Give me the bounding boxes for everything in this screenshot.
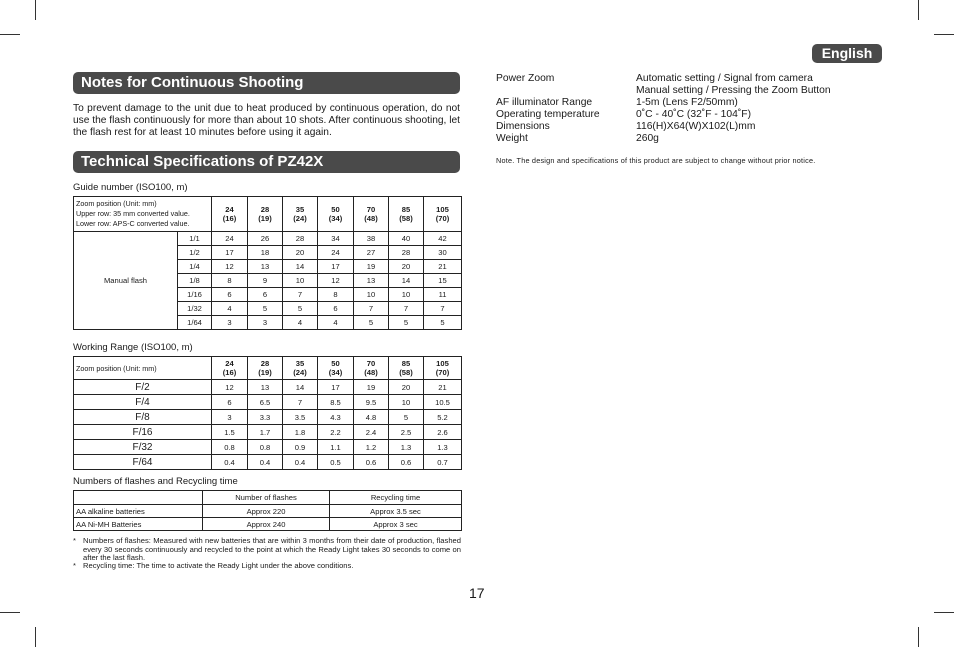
- value-cell: 20: [283, 246, 318, 260]
- crop-mark: [934, 612, 954, 613]
- footnote-marker: *: [73, 536, 76, 545]
- value-cell: 14: [283, 260, 318, 274]
- table-row: [74, 410, 462, 425]
- zoom-col-header: 70 (48): [354, 197, 389, 232]
- footnote-marker: *: [73, 561, 76, 570]
- value-cell: 6: [212, 395, 248, 410]
- power-cell: 1/32: [178, 302, 212, 316]
- table-row: [74, 232, 462, 246]
- power-cell: 1/1: [178, 232, 212, 246]
- crop-mark: [0, 34, 20, 35]
- value-cell: 20: [389, 260, 424, 274]
- spec-row: [496, 133, 896, 145]
- value-cell: 12: [318, 274, 354, 288]
- value-cell: 4: [283, 316, 318, 330]
- aperture-cell: F/64: [74, 455, 212, 470]
- zoom-col-header: 24 (16): [212, 357, 248, 380]
- table-row: [74, 440, 462, 455]
- zoom-col-header: 105 (70): [424, 357, 462, 380]
- value-cell: 24: [212, 232, 248, 246]
- spec-value: 116(H)X64(W)X102(L)mm: [636, 121, 756, 132]
- recycling-caption: Numbers of flashes and Recycling time: [73, 476, 238, 487]
- value-cell: 6.5: [248, 395, 283, 410]
- value-cell: 15: [424, 274, 462, 288]
- tech-specs-title: Technical Specifications of PZ42X: [73, 151, 460, 173]
- value-cell: 1.3: [389, 440, 424, 455]
- value-cell: 17: [318, 380, 354, 395]
- spec-row: [496, 97, 896, 109]
- working-header-row: [74, 357, 462, 380]
- value-cell: 0.4: [212, 455, 248, 470]
- value-cell: 4.3: [318, 410, 354, 425]
- value-cell: 3: [212, 316, 248, 330]
- zoom-col-header: 35 (24): [283, 357, 318, 380]
- spec-value: 1-5m (Lens F2/50mm): [636, 97, 738, 108]
- value-cell: 1.5: [212, 425, 248, 440]
- working-range-table: [73, 356, 462, 470]
- header-line: Lower row: APS-C converted value.: [76, 219, 190, 228]
- value-cell: 1.3: [424, 440, 462, 455]
- value-cell: 0.8: [248, 440, 283, 455]
- value-cell: 1.2: [354, 440, 389, 455]
- value-cell: 10: [354, 288, 389, 302]
- value-cell: 10.5: [424, 395, 462, 410]
- power-cell: 1/4: [178, 260, 212, 274]
- value-cell: 8: [318, 288, 354, 302]
- zoom-col-header: 50 (34): [318, 357, 354, 380]
- battery-cell: AA alkaline batteries: [74, 505, 203, 518]
- value-cell: 0.5: [318, 455, 354, 470]
- value-cell: 28: [283, 232, 318, 246]
- spec-label: Weight: [496, 133, 528, 144]
- value-cell: 3: [248, 316, 283, 330]
- spec-note: Note. The design and specifications of this product are subject to change without prior notice.: [496, 156, 816, 165]
- value-cell: 8: [212, 274, 248, 288]
- value-cell: 4: [212, 302, 248, 316]
- value-cell: 7: [389, 302, 424, 316]
- header-line: Zoom position (Unit: mm): [76, 199, 157, 208]
- table-row: [74, 518, 462, 531]
- spec-value: 0˚C - 40˚C (32˚F - 104˚F): [636, 109, 752, 120]
- table-row: [74, 455, 462, 470]
- power-cell: 1/16: [178, 288, 212, 302]
- spec-label: [496, 85, 636, 97]
- zoom-col-header: 28 (19): [248, 357, 283, 380]
- battery-cell: AA Ni-MH Batteries: [74, 518, 203, 531]
- value-cell: 0.6: [389, 455, 424, 470]
- value-cell: 17: [212, 246, 248, 260]
- guide-number-caption: Guide number (ISO100, m): [73, 182, 188, 193]
- value-cell: 12: [212, 260, 248, 274]
- value-cell: 1.7: [248, 425, 283, 440]
- crop-mark: [934, 34, 954, 35]
- crop-mark: [918, 0, 919, 20]
- guide-number-table: [73, 196, 462, 330]
- value-cell: 17: [318, 260, 354, 274]
- zoom-position-header: [74, 197, 212, 232]
- blank-cell: [74, 491, 203, 505]
- value-cell: 6: [212, 288, 248, 302]
- zoom-col-header: 85 (58): [389, 197, 424, 232]
- value-cell: 13: [354, 274, 389, 288]
- value-cell: 21: [424, 380, 462, 395]
- value-cell: Approx 3.5 sec: [330, 505, 462, 518]
- aperture-cell: F/16: [74, 425, 212, 440]
- spec-label: AF illuminator Range: [496, 97, 593, 108]
- value-cell: 6: [318, 302, 354, 316]
- value-cell: Approx 240: [203, 518, 330, 531]
- table-row: [74, 395, 462, 410]
- table-row: [74, 425, 462, 440]
- zoom-col-header: 28 (19): [248, 197, 283, 232]
- value-cell: 10: [389, 288, 424, 302]
- spec-label: Dimensions: [496, 121, 550, 132]
- aperture-cell: F/32: [74, 440, 212, 455]
- value-cell: 2.4: [354, 425, 389, 440]
- zoom-col-header: 35 (24): [283, 197, 318, 232]
- crop-mark: [0, 612, 20, 613]
- value-cell: 3: [212, 410, 248, 425]
- value-cell: 1.8: [283, 425, 318, 440]
- value-cell: 9: [248, 274, 283, 288]
- value-cell: 13: [248, 260, 283, 274]
- crop-mark: [35, 627, 36, 647]
- value-cell: 27: [354, 246, 389, 260]
- value-cell: 8.5: [318, 395, 354, 410]
- working-range-caption: Working Range (ISO100, m): [73, 342, 193, 353]
- value-cell: 5: [389, 410, 424, 425]
- value-cell: 18: [248, 246, 283, 260]
- footnote: [73, 562, 461, 571]
- value-cell: 2.6: [424, 425, 462, 440]
- spec-label: Operating temperature: [496, 109, 600, 120]
- value-cell: 6: [248, 288, 283, 302]
- header-line: Upper row: 35 mm converted value.: [76, 209, 190, 218]
- spec-value: 260g: [636, 133, 659, 144]
- table-row: [74, 380, 462, 395]
- value-cell: 7: [354, 302, 389, 316]
- value-cell: 5: [424, 316, 462, 330]
- value-cell: 20: [389, 380, 424, 395]
- value-cell: 0.6: [354, 455, 389, 470]
- zoom-col-header: 105 (70): [424, 197, 462, 232]
- spec-value: Manual setting / Pressing the Zoom Button: [636, 85, 831, 96]
- footnote: [73, 537, 461, 563]
- power-cell: 1/2: [178, 246, 212, 260]
- zoom-position-header: Zoom position (Unit: mm): [74, 357, 212, 380]
- guide-header-row: [74, 197, 462, 232]
- continuous-shooting-title: Notes for Continuous Shooting: [73, 72, 460, 94]
- value-cell: 0.7: [424, 455, 462, 470]
- value-cell: 13: [248, 380, 283, 395]
- value-cell: 5.2: [424, 410, 462, 425]
- value-cell: 3.3: [248, 410, 283, 425]
- zoom-col-header: 24 (16): [212, 197, 248, 232]
- aperture-cell: F/2: [74, 380, 212, 395]
- value-cell: 1.1: [318, 440, 354, 455]
- value-cell: 0.4: [248, 455, 283, 470]
- spec-label: Power Zoom: [496, 73, 555, 84]
- value-cell: 14: [283, 380, 318, 395]
- zoom-col-header: 70 (48): [354, 357, 389, 380]
- zoom-col-header: 50 (34): [318, 197, 354, 232]
- column-header: Number of flashes: [203, 491, 330, 505]
- value-cell: 7: [424, 302, 462, 316]
- value-cell: 7: [283, 288, 318, 302]
- value-cell: 30: [424, 246, 462, 260]
- value-cell: 38: [354, 232, 389, 246]
- spec-value: Automatic setting / Signal from camera: [636, 73, 813, 84]
- column-header: Recycling time: [330, 491, 462, 505]
- value-cell: 19: [354, 260, 389, 274]
- recycling-table: [73, 490, 462, 531]
- value-cell: 10: [389, 395, 424, 410]
- aperture-cell: F/8: [74, 410, 212, 425]
- value-cell: 14: [389, 274, 424, 288]
- value-cell: Approx 220: [203, 505, 330, 518]
- value-cell: 26: [248, 232, 283, 246]
- manual-flash-label: Manual flash: [74, 232, 178, 330]
- value-cell: 9.5: [354, 395, 389, 410]
- crop-mark: [918, 627, 919, 647]
- value-cell: 10: [283, 274, 318, 288]
- value-cell: Approx 3 sec: [330, 518, 462, 531]
- spec-row: [496, 85, 896, 97]
- value-cell: 4: [318, 316, 354, 330]
- value-cell: 7: [283, 395, 318, 410]
- value-cell: 19: [354, 380, 389, 395]
- value-cell: 24: [318, 246, 354, 260]
- value-cell: 5: [389, 316, 424, 330]
- spec-row: [496, 73, 896, 85]
- value-cell: 11: [424, 288, 462, 302]
- spec-list: [496, 73, 896, 145]
- footnote-text: Recycling time: The time to activate the Ready Light under the above conditions.: [83, 561, 354, 570]
- spec-row: [496, 109, 896, 121]
- crop-mark: [35, 0, 36, 20]
- footnote-text: Numbers of flashes: Measured with new batteries that are within 3 months from their date of production, flashed every 30 seconds continuously and recycled to the point at which the Ready Light takes 30 seconds to come on after the last flash.: [83, 536, 461, 563]
- recycling-header-row: [74, 491, 462, 505]
- table-row: [74, 505, 462, 518]
- value-cell: 0.4: [283, 455, 318, 470]
- value-cell: 4.8: [354, 410, 389, 425]
- value-cell: 3.5: [283, 410, 318, 425]
- aperture-cell: F/4: [74, 395, 212, 410]
- value-cell: 40: [389, 232, 424, 246]
- value-cell: 12: [212, 380, 248, 395]
- value-cell: 42: [424, 232, 462, 246]
- value-cell: 34: [318, 232, 354, 246]
- continuous-shooting-text: To prevent damage to the unit due to heat produced by continuous operation, do not use the flash continuously for more than about 10 shots. After continuous shooting, let the flash rest for at least 10 minutes before using it again.: [73, 103, 460, 138]
- value-cell: 21: [424, 260, 462, 274]
- zoom-col-header: 85 (58): [389, 357, 424, 380]
- language-badge: English: [812, 44, 882, 63]
- value-cell: 0.9: [283, 440, 318, 455]
- value-cell: 2.5: [389, 425, 424, 440]
- power-cell: 1/64: [178, 316, 212, 330]
- value-cell: 5: [283, 302, 318, 316]
- power-cell: 1/8: [178, 274, 212, 288]
- value-cell: 2.2: [318, 425, 354, 440]
- spec-row: [496, 121, 896, 133]
- value-cell: 5: [354, 316, 389, 330]
- value-cell: 28: [389, 246, 424, 260]
- value-cell: 0.8: [212, 440, 248, 455]
- value-cell: 5: [248, 302, 283, 316]
- page-number: 17: [469, 585, 485, 601]
